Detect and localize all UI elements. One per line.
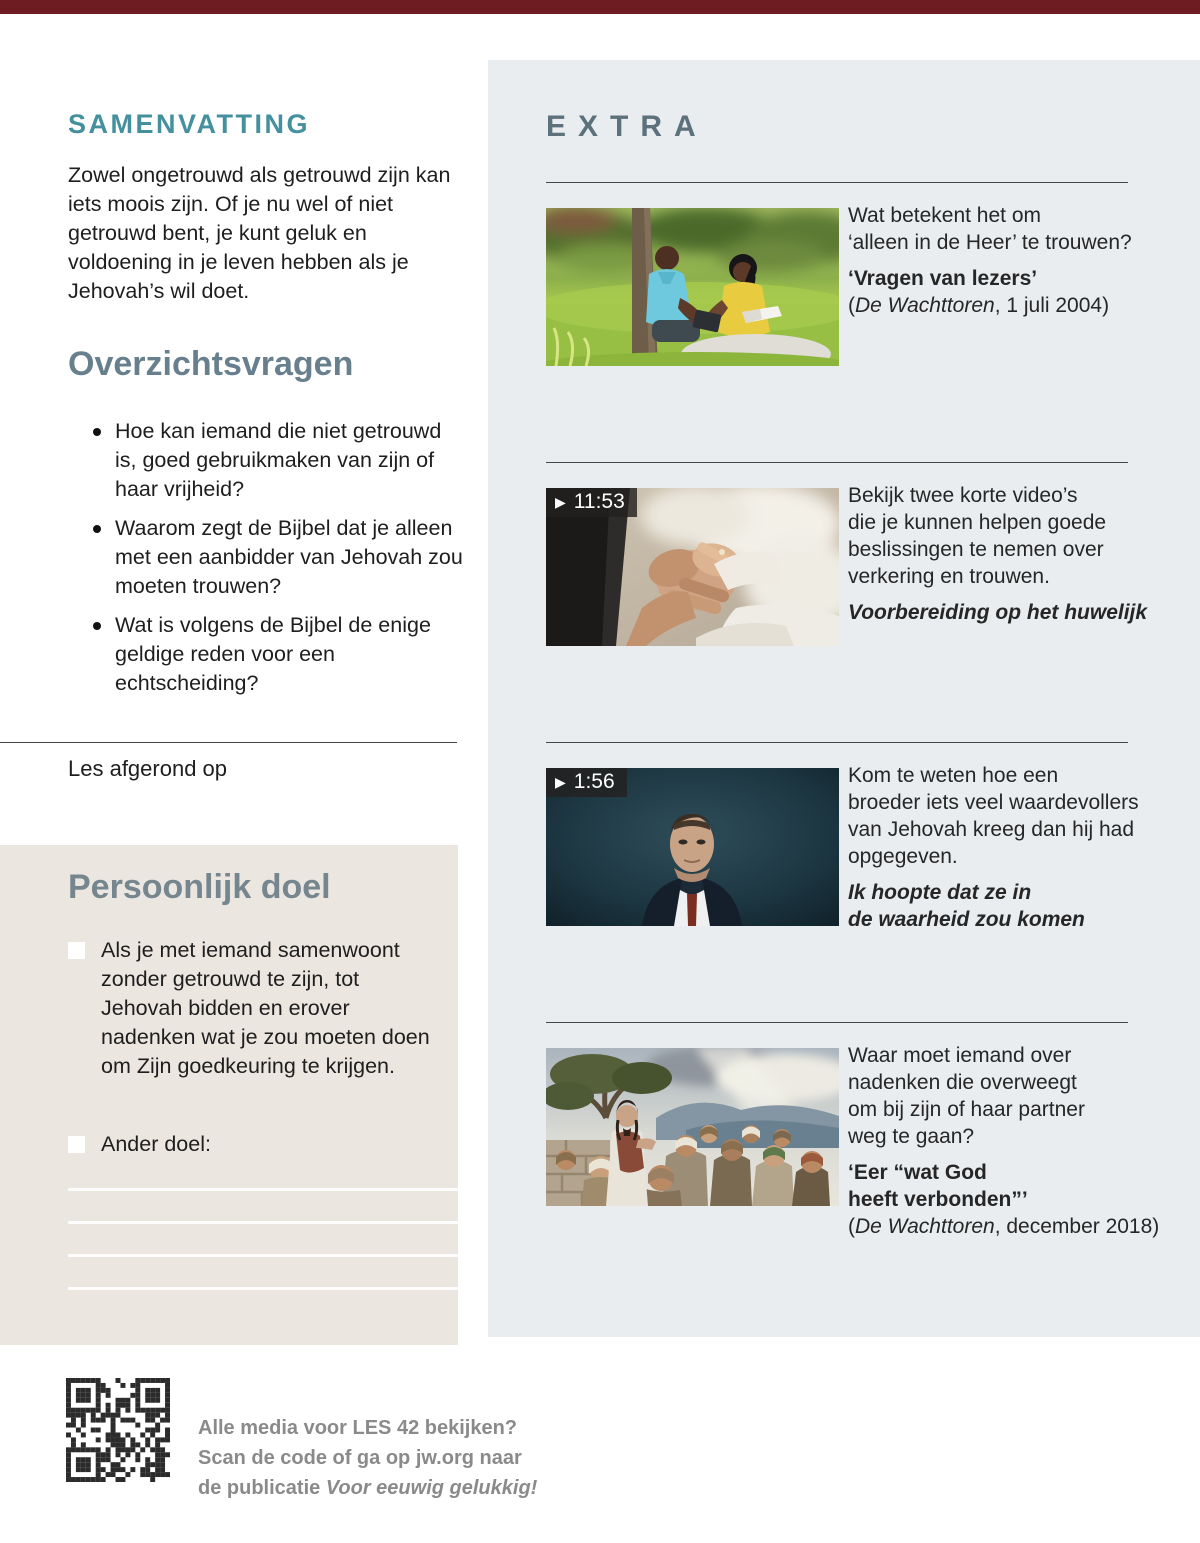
- jesus-teaching-illustration: [546, 1048, 839, 1206]
- goal-checkbox-2[interactable]: [68, 1136, 85, 1153]
- extra-item-text: [848, 762, 1148, 933]
- question-item: Waarom zegt de Bijbel dat je alleen met een aanbidder van Jehovah zou moeten trouwen?: [68, 514, 463, 601]
- thumbnail-jesus-teaching-crowd[interactable]: [546, 1048, 839, 1206]
- item-line: weg te gaan?: [848, 1125, 975, 1148]
- thumbnail-wedding-hands-video[interactable]: [546, 488, 839, 646]
- divider: [546, 742, 1128, 743]
- item-line: verkering en trouwen.: [848, 565, 1050, 588]
- answer-line[interactable]: [68, 1188, 458, 1191]
- item-line: Kom te weten hoe een: [848, 764, 1059, 787]
- review-questions-list: [68, 417, 463, 708]
- question-item: Wat is volgens de Bijbel de enige geldige reden voor een echtscheiding?: [68, 611, 463, 698]
- question-item: Hoe kan iemand die niet getrouwd is, goed gebruikmaken van zijn of haar vrijheid?: [68, 417, 463, 504]
- video-duration: 1:56: [573, 770, 615, 793]
- extra-item-text: [848, 482, 1148, 626]
- goal-text-2: Ander doel:: [101, 1132, 211, 1156]
- item-source: (De Wachttoren, december 2018): [848, 1215, 1160, 1238]
- item-source: (De Wachttoren, 1 juli 2004): [848, 294, 1110, 317]
- item-line: van Jehovah kreeg dan hij had: [848, 818, 1135, 841]
- answer-line[interactable]: [68, 1287, 458, 1290]
- goal-text-1: Als je met iemand samenwoont zonder getrouwd te zijn, tot Jehovah bidden en erover nadenken wat je zou moeten doen om Zijn goedkeuring te krijgen.: [101, 938, 430, 1078]
- play-icon: ▶: [555, 494, 566, 510]
- qr-code: [66, 1378, 170, 1482]
- personal-goal-panel-background: [0, 845, 458, 1345]
- item-title: ‘Vragen van lezers’: [848, 267, 1038, 290]
- video-duration: 11:53: [573, 490, 625, 513]
- answer-line[interactable]: [68, 1254, 458, 1257]
- item-line: die je kunnen helpen goede: [848, 511, 1107, 534]
- divider: [0, 742, 457, 743]
- extra-item-text: [848, 202, 1148, 319]
- item-title: heeft verbonden”’: [848, 1188, 1028, 1211]
- item-line: om bij zijn of haar partner: [848, 1098, 1085, 1121]
- play-icon: ▶: [555, 774, 566, 790]
- item-line: Bekijk twee korte video’s: [848, 484, 1078, 507]
- item-line: nadenken die overweegt: [848, 1071, 1077, 1094]
- couple-park-illustration: [546, 208, 839, 366]
- qr-caption-line: Alle media voor LES 42 bekijken?: [198, 1417, 518, 1439]
- goal-checkbox-1[interactable]: [68, 942, 85, 959]
- video-duration-badge: [546, 488, 637, 517]
- summary-title: SAMENVATTING: [68, 109, 310, 139]
- answer-line[interactable]: [68, 1221, 458, 1224]
- item-line: broeder iets veel waardevollers: [848, 791, 1139, 814]
- item-line: beslissingen te nemen over: [848, 538, 1104, 561]
- thumbnail-brother-interview-video[interactable]: [546, 768, 839, 926]
- divider: [546, 1022, 1128, 1023]
- item-title: de waarheid zou komen: [848, 908, 1085, 931]
- thumbnail-couple-in-park[interactable]: [546, 208, 839, 366]
- qr-caption-line: de publicatie Voor eeuwig gelukkig!: [198, 1477, 538, 1499]
- item-line: opgegeven.: [848, 845, 958, 868]
- divider: [546, 462, 1128, 463]
- extra-item-text: [848, 1042, 1160, 1240]
- item-line: ‘alleen in de Heer’ te trouwen?: [848, 231, 1132, 254]
- item-line: Wat betekent het om: [848, 204, 1041, 227]
- personal-goal-title: Persoonlijk doel: [68, 868, 331, 906]
- item-line: Waar moet iemand over: [848, 1044, 1072, 1067]
- video-duration-badge: [546, 768, 627, 797]
- item-title: ‘Eer “wat God: [848, 1161, 987, 1184]
- item-title: Ik hoopte dat ze in: [848, 881, 1032, 904]
- lesson-completed-label: Les afgerond op: [68, 756, 228, 781]
- extra-title: EXTRA: [546, 110, 708, 143]
- review-questions-title: Overzichtsvragen: [68, 345, 354, 383]
- divider: [546, 182, 1128, 183]
- item-title: Voorbereiding op het huwelijk: [848, 601, 1148, 624]
- summary-paragraph: Zowel ongetrouwd als getrouwd zijn kan iets moois zijn. Of je nu wel of niet getrouwd bent, je kunt geluk en voldoening in je leven hebben als je Jehovah’s wil doet.: [68, 163, 451, 303]
- top-red-bar: [0, 0, 1200, 14]
- qr-caption: [198, 1413, 537, 1503]
- qr-caption-line: Scan de code of ga op jw.org naar: [198, 1447, 522, 1469]
